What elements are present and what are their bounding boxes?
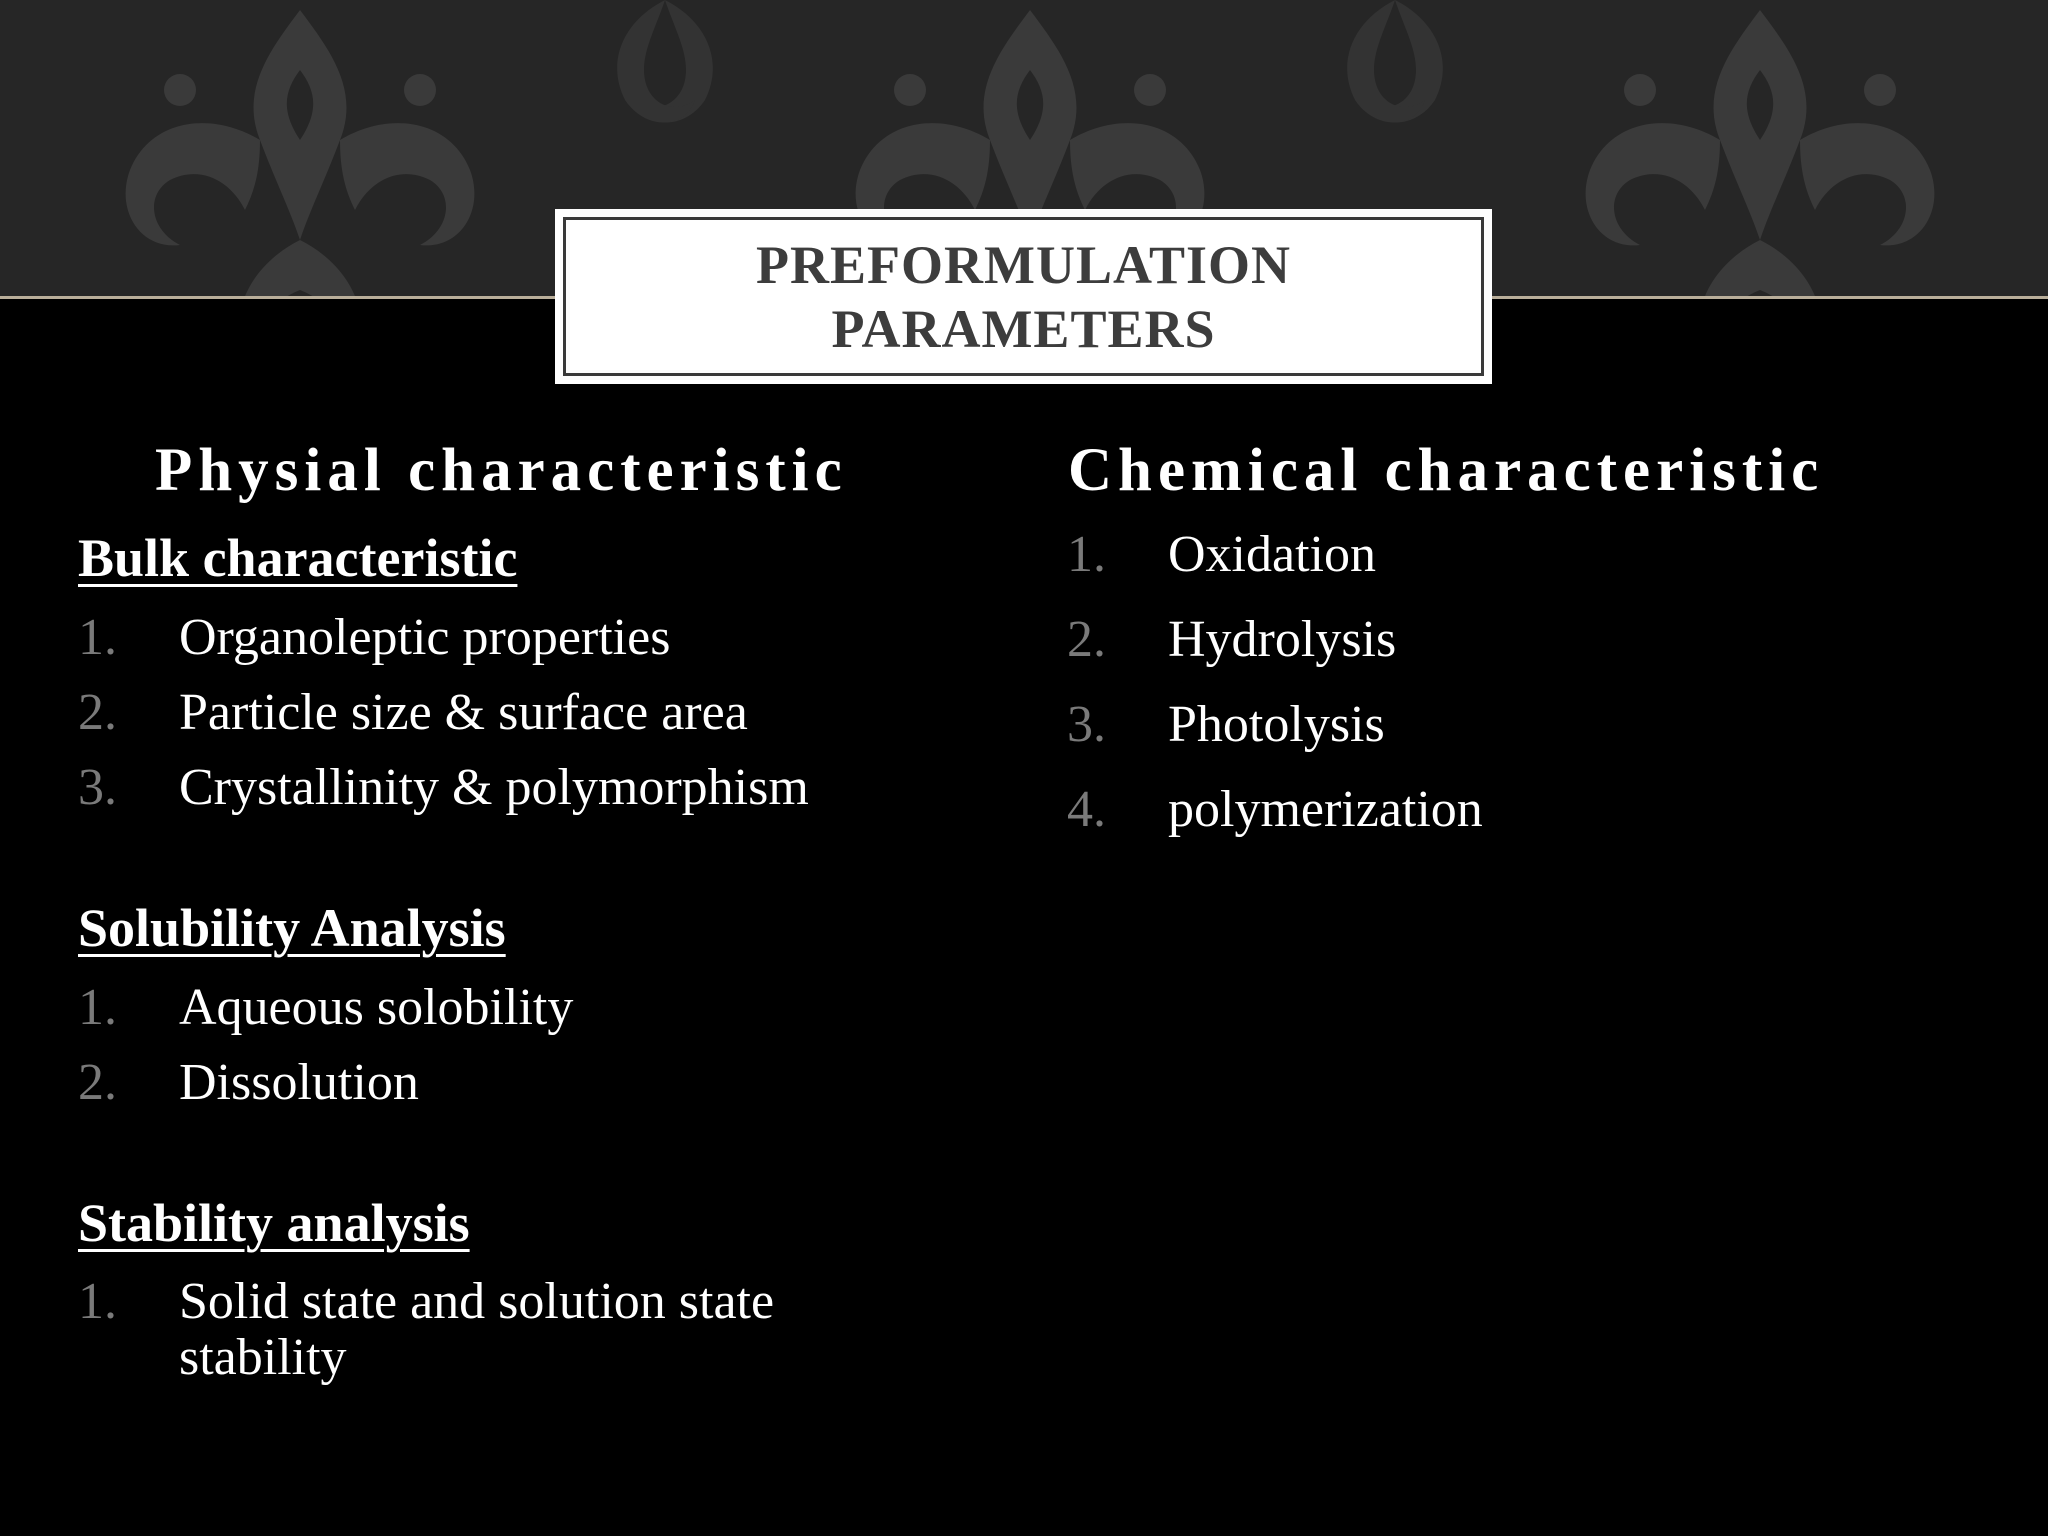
list-item [78, 683, 809, 758]
list-number: 1. [78, 979, 117, 1036]
physical-heading: Physial characteristic [155, 437, 848, 504]
solubility-list [78, 978, 573, 1128]
solubility-heading: Solubility Analysis [78, 898, 506, 958]
title-line-2: PARAMETERS [831, 298, 1216, 359]
list-number: 1. [78, 609, 117, 666]
chemical-heading: Chemical characteristic [1068, 437, 1825, 504]
list-text: Photolysis [1168, 696, 1385, 753]
list-item [78, 1053, 573, 1128]
list-text: Organoleptic properties [179, 609, 671, 666]
chemical-list [1067, 525, 1483, 865]
list-text: Oxidation [1168, 526, 1376, 583]
list-number: 3. [1067, 696, 1106, 753]
list-number: 3. [78, 759, 117, 816]
list-item [78, 608, 809, 683]
list-item [1067, 695, 1483, 780]
title-frame [563, 217, 1484, 376]
list-item [1067, 780, 1483, 865]
bulk-heading: Bulk characteristic [78, 528, 518, 588]
stability-heading: Stability analysis [78, 1193, 470, 1253]
list-text: Particle size & surface area [179, 684, 748, 741]
list-text: Aqueous solobility [179, 979, 574, 1036]
list-number: 2. [1067, 611, 1106, 668]
list-item [78, 758, 809, 833]
list-number: 2. [78, 1054, 117, 1111]
list-text: Crystallinity & polymorphism [179, 759, 809, 816]
list-number: 4. [1067, 781, 1106, 838]
list-number: 2. [78, 684, 117, 741]
list-text: Dissolution [179, 1054, 419, 1111]
list-text: polymerization [1168, 781, 1483, 838]
stability-list [78, 1273, 879, 1386]
title-box [555, 209, 1492, 384]
title-line-1: PREFORMULATION [756, 234, 1291, 295]
list-item [78, 978, 573, 1053]
bulk-list [78, 608, 809, 833]
list-number: 1. [78, 1273, 117, 1330]
list-text: Hydrolysis [1168, 611, 1397, 668]
list-item [78, 1273, 879, 1386]
list-text: Solid state and solution state stability [179, 1273, 775, 1386]
list-item [1067, 525, 1483, 610]
list-number: 1. [1067, 526, 1106, 583]
list-item [1067, 610, 1483, 695]
